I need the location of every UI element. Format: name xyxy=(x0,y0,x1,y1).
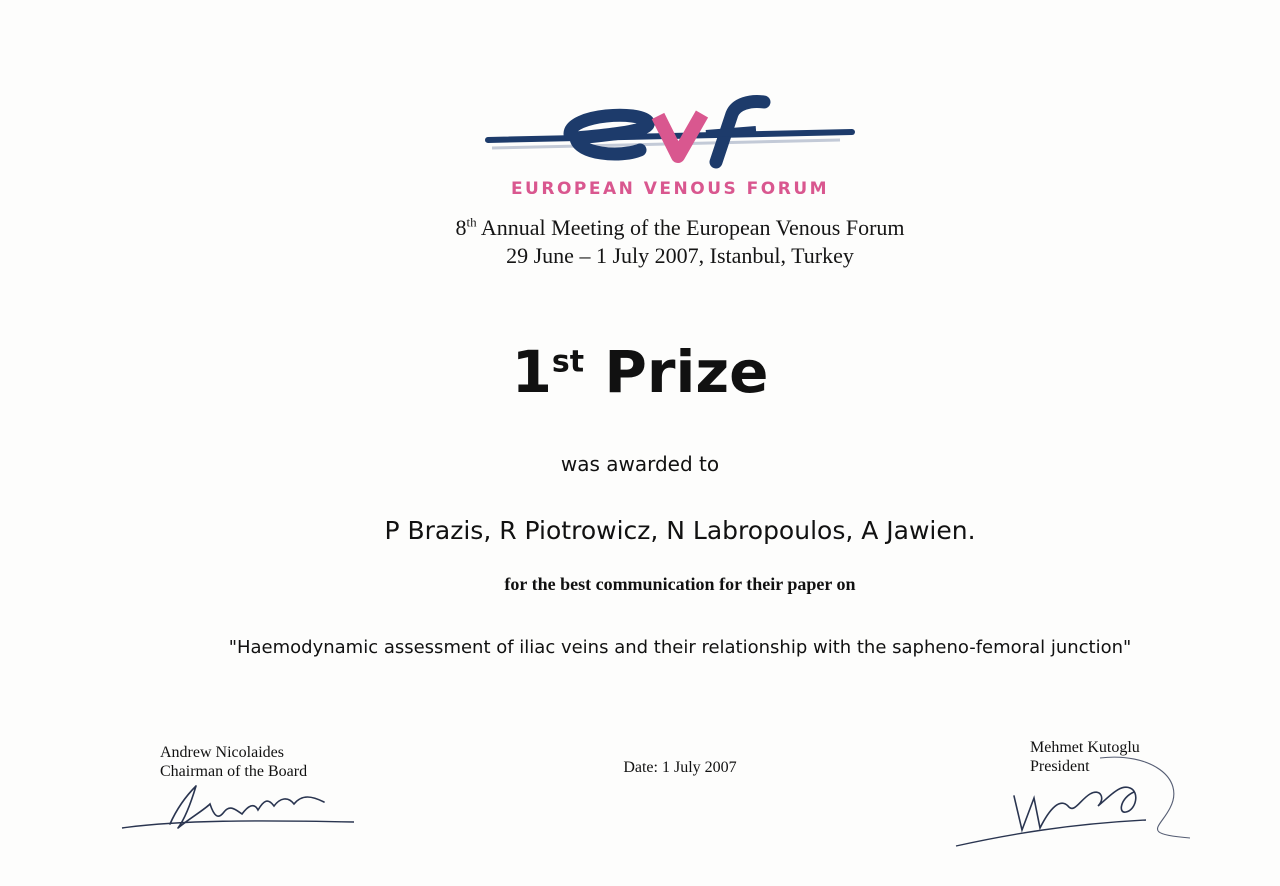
meeting-ordinal-number: 8 xyxy=(455,215,467,240)
logo-caption: EUROPEAN VENOUS FORUM xyxy=(510,179,830,199)
prize-number: 1 xyxy=(511,338,552,406)
awarded-text: was awarded to xyxy=(560,452,720,476)
date: Date: 1 July 2007 xyxy=(623,759,737,776)
prize-heading xyxy=(380,338,900,406)
meeting-info xyxy=(380,214,980,270)
meeting-title: Annual Meeting of the European Venous Forum xyxy=(480,215,905,240)
for-text: for the best communication for their paper on xyxy=(504,574,856,594)
evf-logo-text: evf xyxy=(670,170,672,171)
signature-left xyxy=(118,776,368,836)
signatory-left-name: Andrew Nicolaides xyxy=(160,744,284,761)
signatory-right-role: President xyxy=(1030,758,1090,775)
signature-right xyxy=(950,748,1200,853)
meeting-ordinal-suffix: th xyxy=(466,214,477,230)
prize-suffix: st xyxy=(551,344,585,380)
recipients: P Brazis, R Piotrowicz, N Labropoulos, A Jawien. xyxy=(384,516,976,545)
meeting-line-1 xyxy=(380,214,980,242)
prize-word: Prize xyxy=(604,338,769,406)
evf-logo xyxy=(480,92,860,172)
signatory-left-role: Chairman of the Board xyxy=(160,763,308,780)
signatory-right-name: Mehmet Kutoglu xyxy=(1030,739,1140,756)
meeting-dates-location: 29 June – 1 July 2007, Istanbul, Turkey xyxy=(506,243,854,268)
paper-title: "Haemodynamic assessment of iliac veins and their relationship with the sapheno-femoral junction" xyxy=(228,637,1132,658)
